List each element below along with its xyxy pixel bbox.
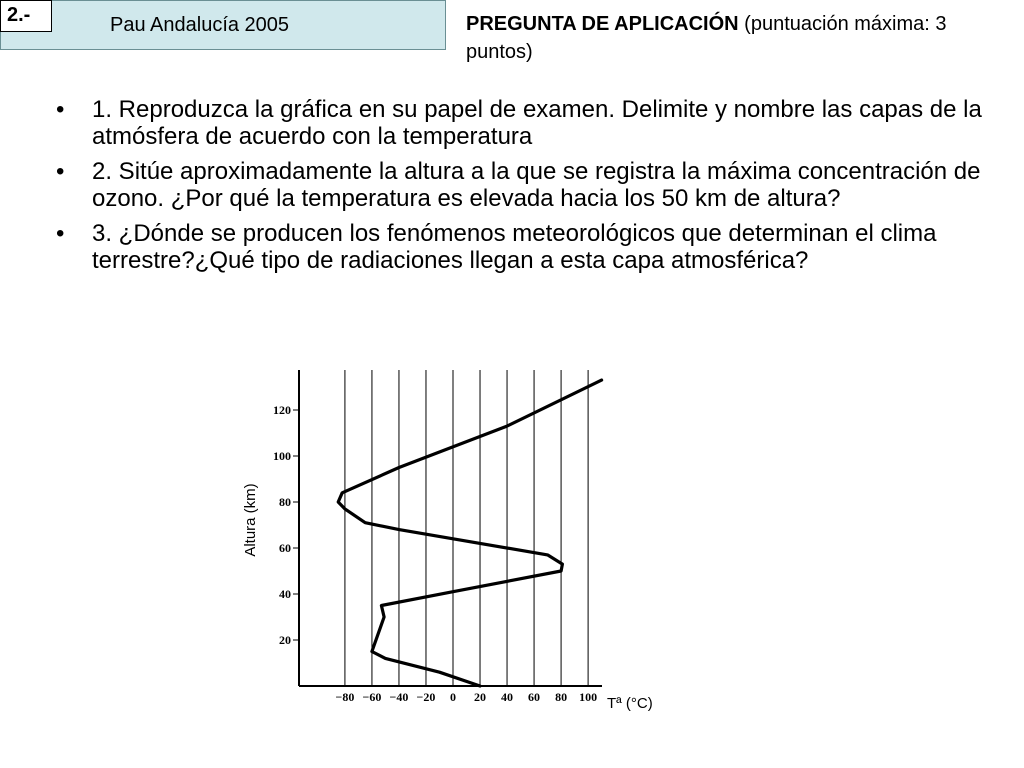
question-text: 2. Sitúe aproximadamente la altura a la que se registra la máxima concentración de ozono. ¿Por qué la temperatura es elevada hacia los 50 km de altura? <box>92 158 981 212</box>
x-tick-label: −40 <box>389 690 409 704</box>
x-tick-label: 100 <box>579 690 598 704</box>
x-tick-label: −60 <box>362 690 382 704</box>
question-scoring: (puntuación máxima: 3 puntos) <box>466 13 947 63</box>
x-tick-label: 60 <box>528 690 541 704</box>
x-tick-label: 0 <box>450 690 456 704</box>
bullet-icon: • <box>56 96 65 123</box>
y-tick-label: 120 <box>273 403 291 417</box>
y-tick-label: 60 <box>279 541 291 555</box>
temperature-series-line <box>338 380 601 686</box>
x-tick-label: −80 <box>335 690 355 704</box>
question-text: 1. Reproduzca la gráfica en su papel de examen. Delimite y nombre las capas de la atmósfera de acuerdo con la temperatura <box>92 96 982 150</box>
y-tick-label: 20 <box>279 633 291 647</box>
bullet-icon: • <box>56 158 65 185</box>
y-tick-label: 100 <box>273 449 291 463</box>
x-axis-label: Tª (°C) <box>607 695 653 712</box>
question-title: PREGUNTA DE APLICACIÓN <box>466 13 739 35</box>
y-axis-label: Altura (km) <box>242 483 259 557</box>
slide-number: 2.- <box>0 0 52 32</box>
question-text: 3. ¿Dónde se producen los fenómenos meteorológicos que determinan el clima terrestre?¿Qué tipo de radiaciones llegan a esta capa atmosférica? <box>92 220 937 274</box>
x-tick-label: 20 <box>474 690 487 704</box>
y-tick-label: 40 <box>279 587 291 601</box>
bullet-icon: • <box>56 220 65 247</box>
y-tick-label: 80 <box>279 495 291 509</box>
exam-subtitle: Pau Andalucía 2005 <box>110 14 290 36</box>
x-tick-label: 40 <box>501 690 514 704</box>
x-tick-label: 80 <box>555 690 568 704</box>
x-tick-label: −20 <box>416 690 436 704</box>
